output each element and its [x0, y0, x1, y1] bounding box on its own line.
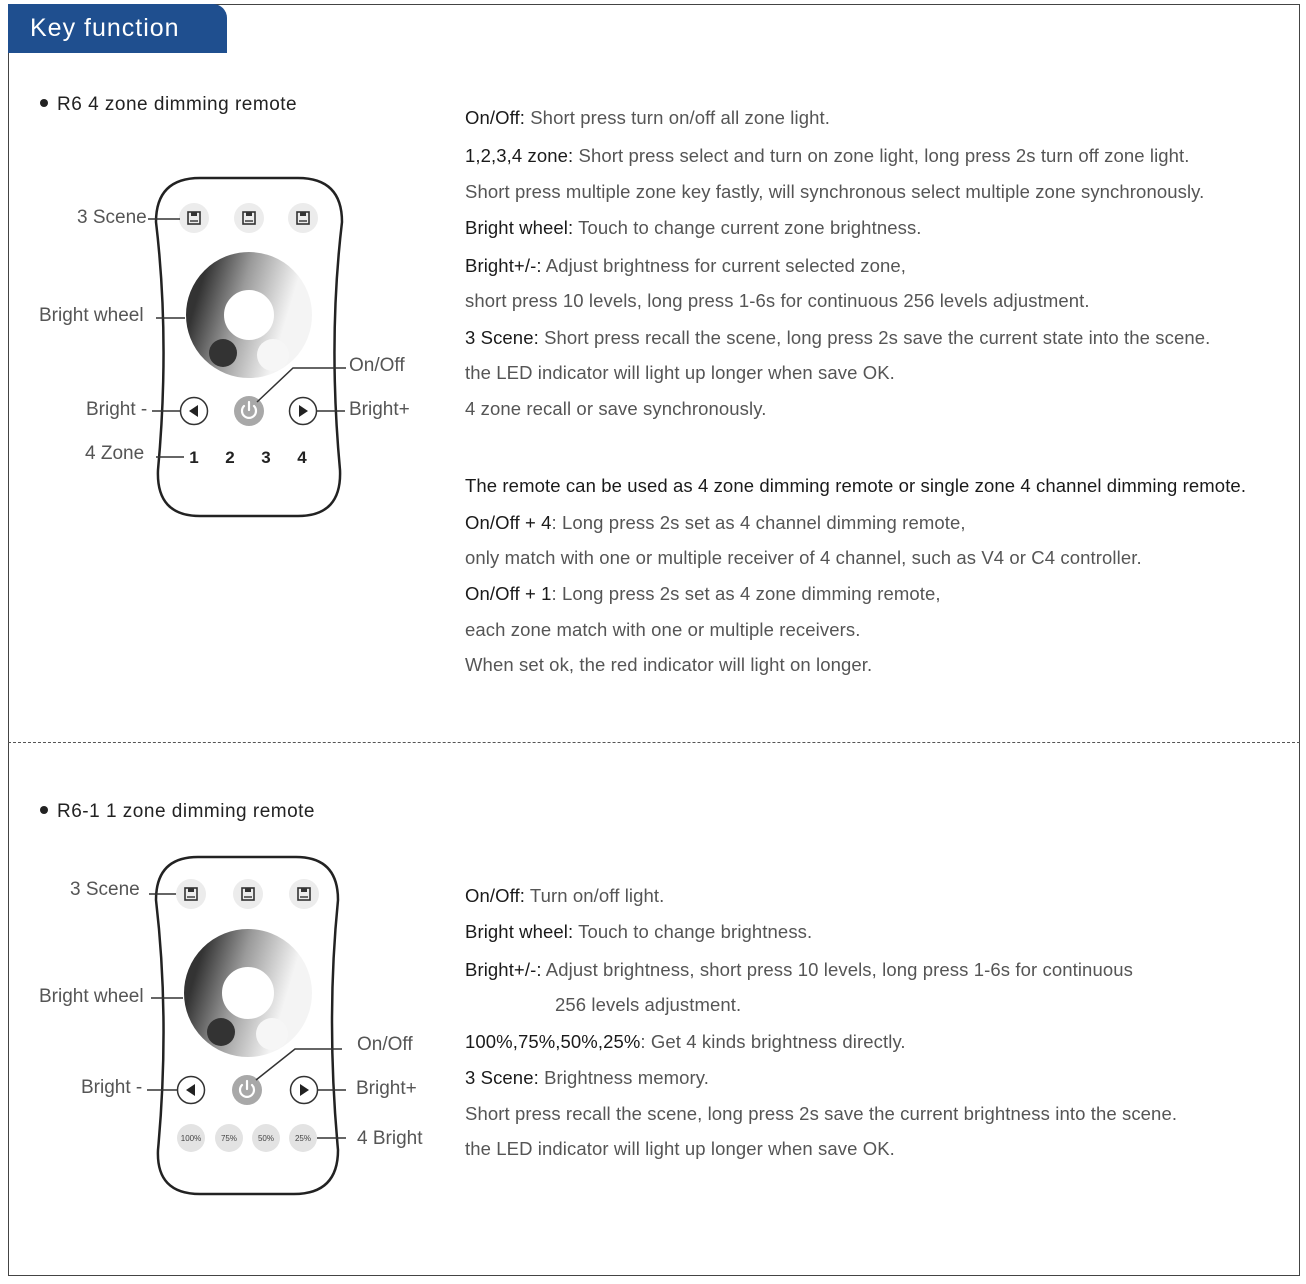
- r6-line: On/Off + 1: Long press 2s set as 4 zone dimming remote,: [465, 583, 941, 604]
- r61-line: On/Off: Turn on/off light.: [465, 885, 665, 906]
- r61-bright-minus-icon: [178, 1077, 205, 1104]
- r61-line: Bright wheel: Touch to change brightness.: [465, 921, 813, 942]
- r6-scene-key-3-icon: [288, 203, 318, 233]
- r6-line: only match with one or multiple receiver of 4 channel, such as V4 or C4 controller.: [465, 547, 1142, 568]
- r61-bright-key-50: 50%: [257, 1134, 275, 1143]
- r6-label-wheel: Bright wheel: [39, 305, 144, 326]
- r61-title-text: R6-1 1 zone dimming remote: [57, 801, 315, 822]
- r61-scene-key-3-icon: [289, 879, 319, 909]
- r61-bright-key-75: 75%: [220, 1134, 238, 1143]
- r6-title-text: R6 4 zone dimming remote: [57, 94, 298, 115]
- r61-label-scene: 3 Scene: [70, 879, 140, 900]
- r61-scene-key-1-icon: [176, 879, 206, 909]
- r61-title: [40, 801, 315, 823]
- r6-zone-key-4: 4: [297, 448, 307, 467]
- r61-line: Short press recall the scene, long press 2s save the current brightness into the scene.: [465, 1103, 1178, 1124]
- r61-bright-plus-icon: [291, 1077, 318, 1104]
- r6-line: 3 Scene: Short press recall the scene, long press 2s save the current state into the scene.: [465, 327, 1211, 348]
- r61-label-bright4: 4 Bright: [357, 1128, 423, 1149]
- r6-bright-plus-icon: [290, 398, 317, 425]
- r6-bright-minus-icon: [181, 398, 208, 425]
- r6-label-scene: 3 Scene: [77, 207, 147, 228]
- r6-line: Bright wheel: Touch to change current zone brightness.: [465, 217, 922, 238]
- r6-line: On/Off + 4: Long press 2s set as 4 channel dimming remote,: [465, 512, 966, 533]
- r61-bright-key-25: 25%: [294, 1134, 312, 1143]
- r61-line: 256 levels adjustment.: [555, 994, 742, 1015]
- r61-label-onoff: On/Off: [357, 1034, 413, 1055]
- r6-zone-key-3: 3: [261, 448, 271, 467]
- section-divider: [8, 742, 1300, 743]
- r6-label-zone: 4 Zone: [85, 443, 145, 464]
- r6-line: each zone match with one or multiple receivers.: [465, 619, 861, 640]
- r6-label-onoff: On/Off: [349, 355, 405, 376]
- bullet-icon: [40, 806, 48, 814]
- r61-line: 3 Scene: Brightness memory.: [465, 1067, 709, 1088]
- r6-line: 1,2,3,4 zone: Short press select and turn on zone light, long press 2s turn off zone light.: [465, 145, 1190, 166]
- r6-line: Short press multiple zone key fastly, will synchronous select multiple zone synchronously.: [465, 181, 1205, 202]
- r6-line: When set ok, the red indicator will light on longer.: [465, 654, 873, 675]
- r61-label-wheel: Bright wheel: [39, 986, 144, 1007]
- r6-remote: [148, 178, 346, 516]
- r6-zone-key-2: 2: [225, 448, 235, 467]
- r61-label-bright-plus: Bright+: [356, 1078, 417, 1099]
- r6-label-bright-minus: Bright -: [86, 399, 148, 420]
- r6-line: the LED indicator will light up longer when save OK.: [465, 362, 895, 383]
- r6-label-bright-plus: Bright+: [349, 399, 410, 420]
- r6-line: On/Off: Short press turn on/off all zone light.: [465, 107, 830, 128]
- r61-bright-key-100: 100%: [180, 1134, 202, 1143]
- r6-line: Bright+/-: Adjust brightness for current selected zone,: [465, 255, 906, 276]
- section-header: Key function: [8, 4, 227, 53]
- r61-scene-key-2-icon: [233, 879, 263, 909]
- r61-label-bright-minus: Bright -: [81, 1077, 143, 1098]
- r6-zone-key-1: 1: [189, 448, 199, 467]
- r61-line: Bright+/-: Adjust brightness, short press 10 levels, long press 1-6s for continuous: [465, 959, 1133, 980]
- r61-line: 100%,75%,50%,25%: Get 4 kinds brightness directly.: [465, 1031, 906, 1052]
- r61-remote: [147, 857, 346, 1194]
- r6-line: 4 zone recall or save synchronously.: [465, 398, 767, 419]
- r6-line: short press 10 levels, long press 1-6s for continuous 256 levels adjustment.: [465, 290, 1090, 311]
- r6-scene-key-2-icon: [234, 203, 264, 233]
- r6-scene-key-1-icon: [179, 203, 209, 233]
- r6-line: The remote can be used as 4 zone dimming remote or single zone 4 channel dimming remote.: [465, 475, 1247, 496]
- r61-line: the LED indicator will light up longer when save OK.: [465, 1138, 895, 1159]
